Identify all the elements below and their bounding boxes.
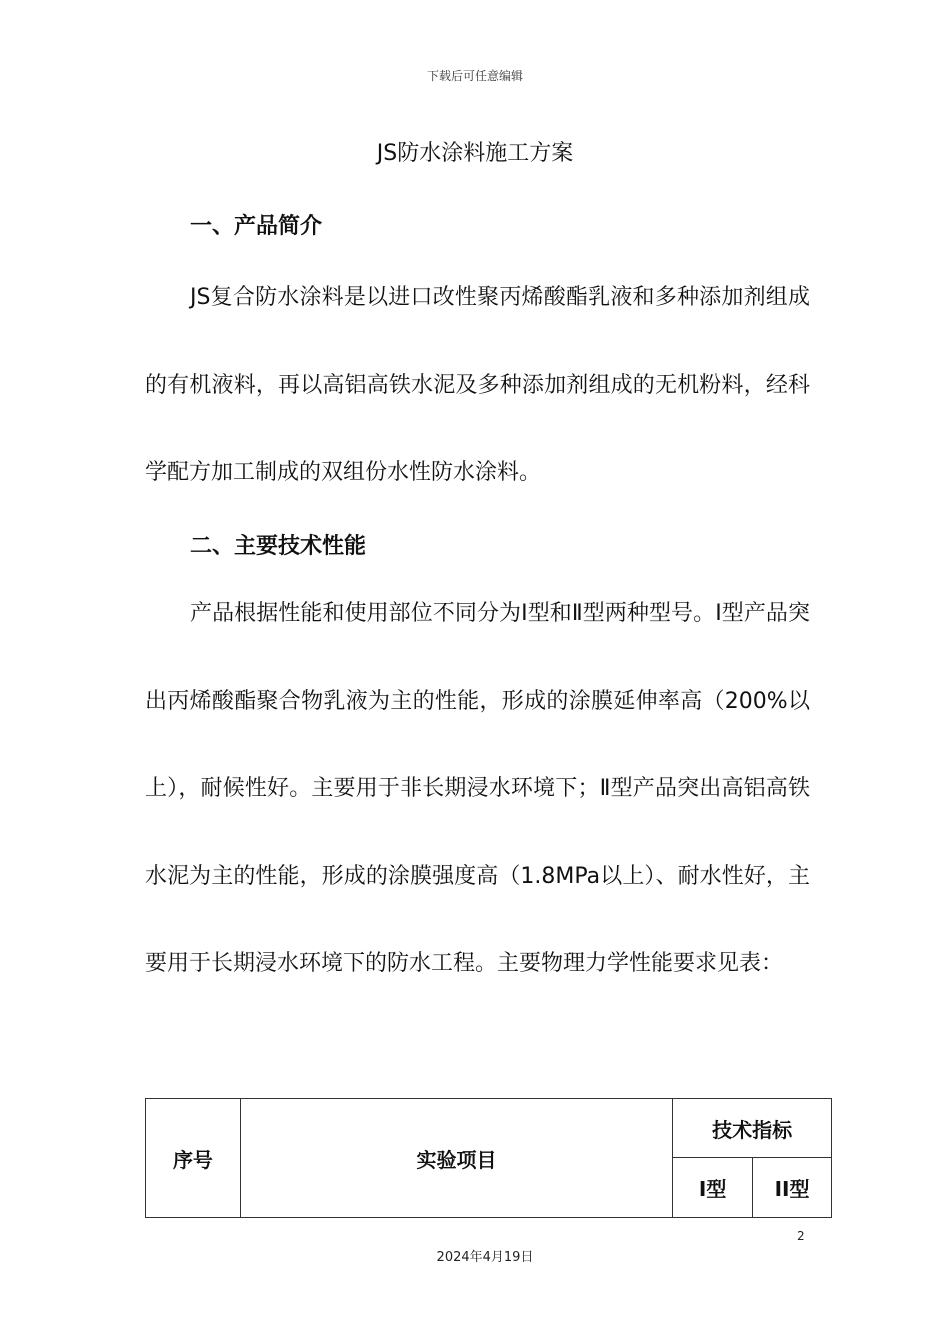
header-note: 下载后可任意编辑 (426, 69, 523, 83)
table-header-technical-spec: 技术指标 (673, 1099, 832, 1158)
paragraph-technical-performance: 产品根据性能和使用部位不同分为Ⅰ型和Ⅱ型两种型号。Ⅰ型产品突出丙烯酸酯聚合物乳液为主的性能，形成的涂膜延伸率高（200%以上），耐候性好。主要用于非长期浸水环境下；Ⅱ型产品突出高铝高铁水泥为主的性能，形成的涂膜强度高（1.8MPa以上）、耐水性好，主要用于长期浸水环境下的防水工程。主要物理力学性能要求见表： (145, 601, 810, 976)
spec-table (145, 1098, 832, 1218)
document-title: JS防水涂料施工方案 (376, 141, 574, 166)
table-header-index: 序号 (146, 1099, 241, 1218)
table-header-test-item: 实验项目 (240, 1099, 672, 1218)
table-header-type-1: I型 (673, 1158, 753, 1218)
section-heading-product-intro: 一、产品简介 (190, 214, 323, 239)
paragraph-product-intro: JS复合防水涂料是以进口改性聚丙烯酸酯乳液和多种添加剂组成的有机液料，再以高铝高铁水泥及多种添加剂组成的无机粉料，经科学配方加工制成的双组份水性防水涂料。 (145, 285, 810, 485)
section-heading-technical-performance: 二、主要技术性能 (190, 534, 367, 559)
table-header-type-2: II型 (753, 1158, 832, 1218)
footer-date: 2024年4月19日 (436, 1250, 534, 1265)
page-number: 2 (797, 1229, 805, 1243)
